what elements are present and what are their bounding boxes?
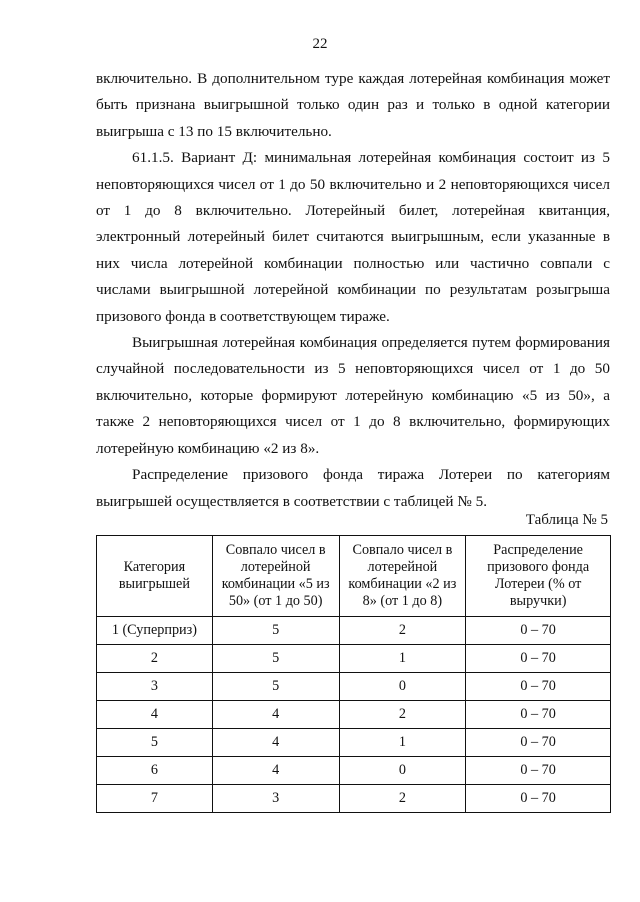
table-row — [97, 757, 611, 785]
cell-match-2-of-8: 0 — [339, 757, 466, 785]
table-row — [97, 729, 611, 757]
cell-category: 3 — [97, 673, 213, 701]
cell-match-5-of-50: 5 — [212, 645, 339, 673]
cell-category: 4 — [97, 701, 213, 729]
cell-match-5-of-50: 5 — [212, 617, 339, 645]
prize-distribution-table — [96, 535, 611, 813]
cell-match-2-of-8: 2 — [339, 701, 466, 729]
cell-category: 2 — [97, 645, 213, 673]
cell-match-5-of-50: 4 — [212, 701, 339, 729]
header-match-2-of-8: Совпало чисел в лотерейной комбинации «2 из 8» (от 1 до 8) — [339, 536, 466, 617]
table-row — [97, 673, 611, 701]
header-category: Категория выигрышей — [97, 536, 213, 617]
cell-category: 5 — [97, 729, 213, 757]
cell-match-2-of-8: 1 — [339, 729, 466, 757]
header-fund-distribution: Распределение призового фонда Лотереи (% от выручки) — [466, 536, 611, 617]
paragraph-winning-combination: Выигрышная лотерейная комбинация определяется путем формирования случайной последовательности из 5 неповторяющихся чисел от 1 до 50 включительно, которые формируют лотерейную комбинацию «5 из 50», а также 2 неповторяющихся чисел от 1 до 8 включительно, формирующих лотерейную комбинацию «2 из 8». — [96, 334, 610, 457]
cell-fund-percent: 0 – 70 — [466, 645, 611, 673]
page-number: 22 — [312, 36, 328, 52]
cell-match-2-of-8: 2 — [339, 617, 466, 645]
cell-match-5-of-50: 5 — [212, 673, 339, 701]
cell-category: 7 — [97, 785, 213, 813]
cell-category: 6 — [97, 757, 213, 785]
header-match-5-of-50: Совпало чисел в лотерейной комбинации «5 из 50» (от 1 до 50) — [212, 536, 339, 617]
paragraph-prize-distribution: Распределение призового фонда тиража Лотереи по категориям выигрышей осуществляется в соответствии с таблицей № 5. — [96, 466, 610, 510]
cell-fund-percent: 0 – 70 — [466, 785, 611, 813]
table-caption: Таблица № 5 — [525, 512, 608, 528]
paragraph-continuation: включительно. В дополнительном туре каждая лотерейная комбинация может быть признана выигрышной только один раз и только в одной категории выигрыша с 13 по 15 включительно. — [96, 70, 610, 140]
table-row — [97, 645, 611, 673]
cell-match-5-of-50: 4 — [212, 729, 339, 757]
cell-match-2-of-8: 2 — [339, 785, 466, 813]
cell-match-2-of-8: 0 — [339, 673, 466, 701]
cell-fund-percent: 0 – 70 — [466, 757, 611, 785]
cell-match-5-of-50: 4 — [212, 757, 339, 785]
paragraph-variant-d: 61.1.5. Вариант Д: минимальная лотерейная комбинация состоит из 5 неповторяющихся чисел от 1 до 50 включительно и 2 неповторяющихся чисел от 1 до 8 включительно. Лотерейный билет, лотерейная квитанция, электронный лотерейный билет считаются выигрышным, если указанные в них числа лотерейной комбинации полностью или частично совпали с числами выигрышной лотерейной комбинации по результатам розыгрыша призового фонда в соответствующем тираже. — [96, 149, 610, 325]
cell-fund-percent: 0 – 70 — [466, 729, 611, 757]
cell-match-5-of-50: 3 — [212, 785, 339, 813]
table-row — [97, 701, 611, 729]
cell-match-2-of-8: 1 — [339, 645, 466, 673]
cell-fund-percent: 0 – 70 — [466, 617, 611, 645]
document-body — [96, 66, 610, 515]
table-row — [97, 785, 611, 813]
table-header-row — [97, 536, 611, 617]
table-row — [97, 617, 611, 645]
cell-fund-percent: 0 – 70 — [466, 673, 611, 701]
cell-fund-percent: 0 – 70 — [466, 701, 611, 729]
cell-category: 1 (Суперприз) — [97, 617, 213, 645]
